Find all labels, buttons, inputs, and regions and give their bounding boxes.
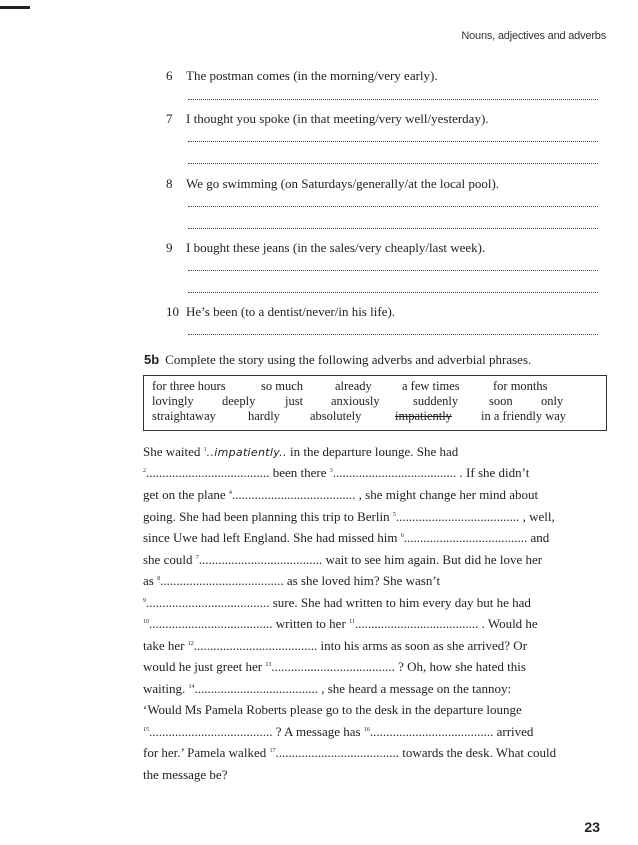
story-line [143,573,440,589]
gap-number: 15 [143,727,149,733]
story-text: ‘Would Ms Pamela Roberts please go to the desk in the departure lounge [143,702,522,717]
exercise-text: He’s been (to a dentist/never/in his life). [186,304,396,319]
exercise-text: I thought you spoke (in that meeting/very well/yesterday). [186,111,489,126]
exercise-text: The postman comes (in the morning/very early). [186,68,438,83]
answer-line[interactable] [188,141,598,144]
story-text: ...................................... , she heard a message on the tannoy: [194,681,512,696]
gap-number: 9 [143,598,146,604]
story-line [143,552,542,568]
word-option: lovingly [152,394,194,408]
gap-number: 17 [269,748,276,754]
word-option-used: impatiently [395,409,452,423]
story-text: take her [143,638,188,653]
answer-line[interactable] [188,228,598,231]
story-text: for her.’ Pamela walked [143,745,270,760]
answer-line[interactable] [188,99,598,102]
gap-number: 6 [400,533,404,539]
word-option: a few times [402,379,460,393]
story-text: the message be? [143,767,228,782]
story-line [143,745,556,761]
story-line [143,487,538,503]
story-text: going. She had been planning this trip to Berlin [143,509,393,524]
word-option: only [541,394,564,408]
running-header: Nouns, adjectives and adverbs [461,30,606,42]
answer-line[interactable] [188,270,598,273]
gap-number: 2 [143,468,146,474]
gap-number: 7 [195,555,199,561]
example-answer: ..impatiently.. [206,446,287,459]
word-option: just [285,394,304,408]
story-text: as [143,573,158,588]
word-option: so much [261,379,304,393]
word-box [143,375,607,431]
story-line [143,616,538,632]
gap-number: 4 [228,490,232,496]
story-text: ...................................... , well, [395,509,555,524]
exercise-9 [166,240,485,256]
word-option: deeply [222,394,256,408]
word-option: in a friendly way [481,409,567,423]
word-option: already [335,379,372,393]
word-box-row [144,379,606,394]
exercise-number: 8 [166,176,173,191]
word-option: anxiously [331,394,380,408]
word-option: suddenly [413,394,459,408]
story-line [143,681,511,697]
gap-number: 11 [349,619,355,625]
exercise-number: 7 [166,111,173,126]
corner-mark [0,6,30,9]
answer-line[interactable] [188,334,598,337]
word-option: absolutely [310,409,362,423]
story-text: get on the plane [143,487,229,502]
story-text: ...................................... ? A message has [149,724,364,739]
gap-number: 14 [188,684,195,690]
exercise-text: I bought these jeans (in the sales/very cheaply/last week). [186,240,486,255]
gap-number: 16 [363,727,370,733]
story-line [143,530,549,546]
story-text: ...................................... written to her [149,616,350,631]
word-box-row [144,409,606,424]
word-box-row [144,394,606,409]
story-line [143,767,227,783]
exercise-text: We go swimming (on Saturdays/generally/at the local pool). [186,176,500,191]
story-text: in the departure lounge. She had [286,444,459,459]
story-text: ...................................... and [403,530,550,545]
story-text: she could [143,552,196,567]
section-heading [144,352,531,368]
gap-number: 13 [265,662,272,668]
story-text: ...................................... arrived [369,724,534,739]
answer-line[interactable] [188,206,598,209]
word-option: soon [489,394,513,408]
section-number: 5b [144,352,160,367]
page-number: 23 [584,819,600,835]
story-text: since Uwe had left England. She had missed him [143,530,401,545]
gap-number: 1 [203,447,207,453]
story-text: waiting. [143,681,189,696]
story-line [143,595,531,611]
story-line [143,509,555,525]
section-instruction: Complete the story using the following adverbs and adverbial phrases. [165,352,532,367]
exercise-6 [166,68,438,84]
story-line [143,659,526,675]
story-text: ...................................... , she might change her mind about [231,487,539,502]
word-option: hardly [248,409,280,423]
story-text: ...................................... towards the desk. What could [275,745,557,760]
gap-number: 8 [157,576,161,582]
story-line [143,638,527,654]
exercise-8 [166,176,499,192]
story-line [143,724,533,740]
exercise-7 [166,111,489,127]
gap-number: 5 [392,512,396,518]
story-line [143,444,458,460]
story-line [143,702,522,718]
word-option: straightaway [152,409,216,423]
story-text: ...................................... ? Oh, how she hated this [271,659,526,674]
story-text: ...................................... wait to see him again. But did he love her [198,552,543,567]
story-text: ...................................... . If she didn’t [332,465,530,480]
word-option: for three hours [152,379,226,393]
gap-number: 12 [187,641,194,647]
gap-number: 3 [329,468,333,474]
word-option: for months [493,379,548,393]
story-text: ...................................... sure. She had written to him every day but he had [146,595,531,610]
story-line [143,465,529,481]
story-text: ...................................... . Would he [354,616,538,631]
story-text: would he just greet her [143,659,266,674]
exercise-number: 6 [166,68,173,83]
exercise-number: 9 [166,240,173,255]
exercise-number: 10 [166,304,179,319]
story-text: She waited [143,444,204,459]
exercise-10 [166,304,395,320]
answer-line[interactable] [188,292,598,295]
story-text: ...................................... into his arms as soon as she arrived? Or [193,638,528,653]
story-text: ...................................... as she loved him? She wasn’t [160,573,441,588]
answer-line[interactable] [188,163,598,166]
story-text: ...................................... been there [146,465,330,480]
gap-number: 10 [143,619,149,625]
